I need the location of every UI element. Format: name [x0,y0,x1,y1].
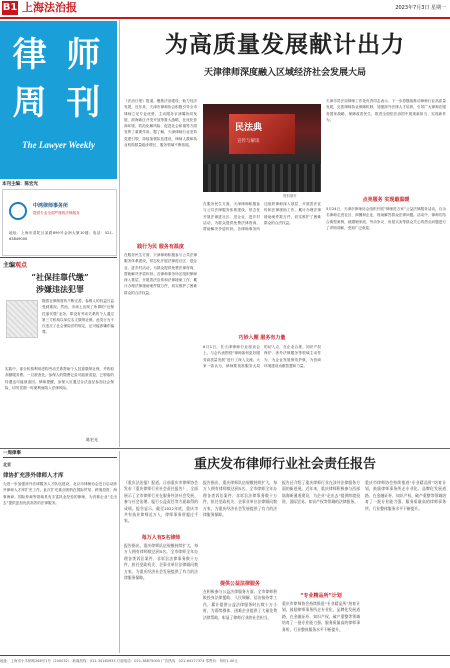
column-intro: 随着社保制度的不断完善，参保人的权益日益受到重视。然而，市场上出现了所谓的“社保挂靠代缴”业务，即没有劳动关系的个人通过第三方机构以单位名义缴纳社保。此类行为不仅违反了社会保险法的规定，还可能涉嫌诈骗罪。 [42,299,114,335]
column-title [10,271,110,295]
bottom-section-heading-2: 提供公益法律服务 [219,581,260,587]
bottom-article-col6: 重庆市律师协会持续推进“专业精品所”培育计划，鼓励律师事务所走专业化、品牌化发展道路，在金融证券、知识产权、破产重整等领域培育了一批专业能力强、服务质量高的律师事务所，行业整体服务水平不断提升。 [365,480,446,511]
weekly-news-region: 北京 [3,462,11,467]
ad-contact: 地址：上海市普陀区某路899号金润大厦10楼；电话：021-63849000 [9,231,113,242]
column-label-main: 主编 [3,262,16,269]
column-rule [0,257,117,258]
advertisement [2,189,117,256]
law-firm-logo-icon [9,202,27,220]
main-article-col4: 天津市司法局律师工作处负责同志表示，下一步将继续推动律师行业高质量发展，完善律师执业保障机制，加强涉外法律人才培养，引导广大律师在服务国家战略、保障改善民生、推进全面依法治国中展现新担当、实现新作为。 [326,99,446,122]
main-headline: 为高质量发展献计出力 [165,31,405,58]
photo-screen-title: 民法典 [235,123,263,133]
column-label [3,260,27,269]
main-article-col3-upper: 在服务民生方面，天津律师积极参与公共法律服务体系建设，常态化开展法律进社区、进企业、进乡村活动，为群众提供免费法律咨询，帮助解决矛盾纠纷。各律师事务所还组织律师深入基层，开展普法宣传和法律援助工作，累计办理法律援助案件数万件，切实维护了困难群众的合法权益。 [203,202,321,232]
main-article-col1: 《法治日报》报道，聚焦法治建设，助力经济发展，近年来，天津市律师协会积极引导全市律师立足专业优势，主动服务京津冀协同发展、滨海新区开发开放等重大战略，在优化营商环境、防范化解风险、促进社会和谐等方面发挥了重要作用。据了解，天津律师行业坚持党建引领，持续加强队伍建设，律师人数和执业机构数量稳步增长，服务领域不断拓展。 [124,99,197,148]
bottom-article-col3: 在积极参与公益法律服务方面，全市律师积极投身法律援助、人民调解、信访接待等工作，累计提供公益法律服务时长数十万小时，为弱势群体、困难企业提供了大量免费法律帮助，彰显了律师行业的社会担当。 [203,589,277,620]
column-body: 实践中，部分机构利用虚构劳动关系帮助个人挂靠缴纳社保，并收取高额服务费。一旦被查处，参保人的缴费记录可能被清退，已领取的待遇也可能被追回。律师提醒，参保人应通过合法途径参加社会保险，切勿贪图一时便利而陷入法律风险。 [5,367,114,390]
main-section-heading-2: 巧妙入题 服务有力量 [238,335,286,341]
bottom-article-col1: 《重庆法治报》报道，日前重庆市律师协会发布《重庆律师行业社会责任报告》，全面展示了全市律师行业在服务经济社会发展、参与社会治理、履行公益责任等方面取得的成绩。报告显示，截至2022年底，重庆市共有执业律师近万人，律师事务所超过千家。 [124,480,198,524]
main-subheadline: 天津律师深度融入区域经济社会发展大局 [203,68,366,78]
column-title-line2: 涉嫌违法犯罪 [36,284,84,294]
photo-credit: 资料图片 [283,194,297,198]
ad-firm-name: 中鸿律师事务所 [33,203,69,209]
bottom-article-col2: 报告指出，重庆律师队伍规模持续扩大，每万人拥有律师数达到5名。全市律师全年办理各类诉讼案件、非诉讼法律事务数十万件，担任党政机关、企事业单位法律顾问数万家，为重庆经济社会发展提供了有力的法律服务保障。 [124,543,198,581]
section-banner [0,21,117,179]
author-portrait [6,300,38,338]
ad-slogan: 提供专业全面严谨的法律服务 [33,211,80,215]
sidebar-divider [119,20,120,447]
chief-editor: 本刊主编：陈宏光 [2,182,38,187]
bottom-divider [119,451,120,653]
banner-title-line2: 周 刊 [12,83,105,123]
main-section-heading-1: 践行为民 服务有温度 [137,244,184,250]
column-title-line1: “社保挂靠代缴” [31,272,89,282]
photo-screen-subtitle: 宣传与解读 [237,139,260,144]
photo-screen [229,114,295,154]
bottom-headline: 重庆发布律师行业社会责任报告 [193,457,376,472]
bottom-article-col5: 重庆市律师协会持续推进“专业精品所”培育计划，鼓励律师事务所走专业化、品牌化发展道路，在金融证券、知识产权、破产重整等领域培育了一批专业能力强、服务质量高的律师事务所，行业整体服务水平不断提升。 [282,601,360,632]
main-section-heading-3: 点亮服务 实现最温暖 [362,197,410,203]
banner-subtitle: The Lawyer Weekly [22,140,95,150]
issue-date: 2023年7月3日 星期一 [395,5,446,11]
weekly-news-label: 一周律事 [3,450,117,458]
column-label-accent: 观点 [15,262,28,269]
page-number: B1 [2,2,18,13]
masthead [0,0,450,17]
banner-title-line1: 律 师 [12,35,105,75]
main-article-col5: 5月24日，天津市律师协会组织开展“律师进万家”公益法律服务活动，百余名律师走进社区、商圈和企业，现场解答群众法律问题。活动中，律师们结合典型案例，就婚姻家庭、劳动争议、房屋买卖等群众关心的热点问题进行了详细讲解，受到广泛欢迎。 [326,207,446,230]
main-article-col2: 在服务民生方面，天津律师积极参与公共法律服务体系建设，常态化开展法律进社区、进企业、进乡村活动，为群众提供免费法律咨询，帮助解决矛盾纠纷。各律师事务所还组织律师深入基层，开展普法宣传和法律援助工作，累计办理法律援助案件数万件，切实维护了困难群众的合法权益。 [124,253,197,295]
event-photo [203,104,321,192]
section-divider [0,448,450,449]
newspaper-brand: 上海法治报 [22,1,77,14]
footer-info: 地址：上海市小木桥路268号1号（200032） 新闻热线：021-34160933 订阅电话：021-38875000 广告热线：021-64177374 零售价：每份1.00元 [0,659,238,663]
weekly-news-title: 律协扩充涉外律师人才库 [3,473,64,479]
photo-audience [203,164,321,192]
column-author: 陈宏光 [86,437,98,442]
weekly-news-body: 为进一步加强涉外法律服务人才队伍建设，北京市律师协会近日启动涉外律师人才库扩充工作。此次扩充重点吸纳在国际贸易、跨境投资、海事海商、国际仲裁等领域具有丰富执业经验的律师，为首都企业“走出去”提供更加优质高效的法律服务。 [3,482,117,505]
bottom-article-col4: 报告还介绍了重庆律师行业在涉外法律服务方面的新进展。近年来，重庆律师积极参与西部陆海新通道建设，为企业“走出去”提供跨境投资、国际贸易、知识产权等领域的法律服务。 [282,480,360,505]
bottom-section-heading-3: “专业精品所”计划 [300,593,342,599]
bottom-article-col2b: 报告指出，重庆律师队伍规模持续扩大，每万人拥有律师数达到5名。全市律师全年办理各类诉讼案件、非诉讼法律事务数十万件，担任党政机关、企事业单位法律顾问数万家，为重庆经济社会发展提供了有力的法律服务保障。 [203,480,277,518]
main-article-col3: 6月1日，在天津律师行业座谈会上，与会代表围绕“律师如何更好服务高质量发展”进行了深入交流。大家一致认为，律师要找准服务大局的切入点，在企业合规、知识产权保护、涉外法律服务等领域主动作为，为企业发展保驾护航，为营商环境建设贡献智慧和力量。 [203,345,321,368]
masthead-rule [0,17,450,19]
bottom-section-heading-1: 每万人有5名律师 [141,535,181,541]
